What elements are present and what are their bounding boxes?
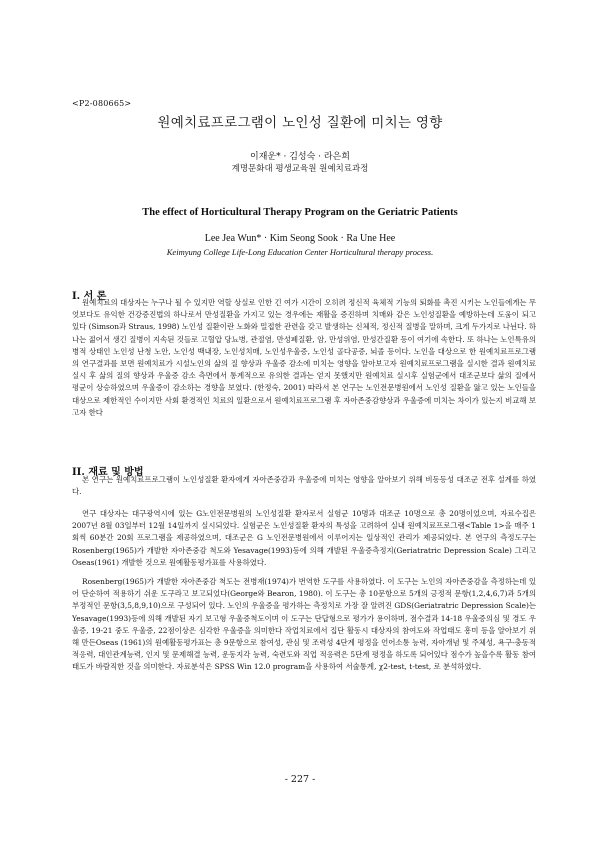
abstract-code: <P2-080665> xyxy=(72,99,132,108)
methods-paragraph-2: 연구 대상자는 대구광역시에 있는 G노인전문병원의 노인성질환 환자로서 실험군 10명과 대조군 10명으로 총 20명이었으며, 자료수집은 2007년 8월 03일부터 12월 14일까지 실시되었다. 실험군은 노인성질환 환자의 특성을 고려하여 실내 원예치료프로그램<Table 1>을 매주 1회씩 60분간 20회 프로그램을 제공하였으며, 대조군은 G 노인전문병원에서 이루어지는 일상적인 관리가 제공되었다. 본 연구의 측정도구는 Rosenberg(1965)가 개발한 자아존중감 척도와 Yesavage(1993)등에 의해 개발된 우울증측정지(Geriatratric Depression Scale) 그리고 Oseas(1961) 개발한 것으로 원예활동평가표를 사용하였다. xyxy=(72,509,536,567)
methods-paragraph-3: Rosenberg(1965)가 개발한 자아존중감 척도는 전병재(1974)가 번역한 도구를 사용하였다. 이 도구는 노인의 자아존중감을 측정하는데 있어 단순하여 적용하기 쉬운 도구라고 보고되었다(George와 Bearon, 1980). 이 도구는 총 10문항으로 5개의 긍정적 문항(1,2,4,6,7)과 5개의 부정적인 문항(3,5,8,9,10)으로 구성되어 있다. 노인의 우울증을 평가하는 측정치로 가장 잘 알려진 GDS(Geriatratric Depression Scale)는 Yesavage(1993)등에 의해 개발된 자기 보고형 우울증척도이며 이 도구는 단답형으로 평가가 용이하며, 점수결과 14-18 우울증의심 및 경도 우울증, 19-21 중도 우울증, 22점이상은 심각한 우울증을 의미한다 작업치료에서 집단 활동시 대상자의 참여도와 작업태도 흥미 등을 알아보기 위해 만든Oseas (1961)의 원예활동평가표는 총 9문항으로 참여성, 관심 및 조력성 4단계 평정을 언어소통 능력, 자아개념 및 주체성, 욕구-충동적 적응력, 대인관계능력, 인지 및 문제해결 능력, 운동지각 능력, 숙련도와 직업 적응력은 5단계 평정을 하도록 되어있다 점수가 높을수록 활동 참여태도가 바람직한 것을 의미한다. 자료분석은 SPSS Win 12.0 program을 사용하여 서술통계, χ2-test, t-test, 로 분석하였다. xyxy=(72,577,536,672)
section-heading-methods: II. 재료 및 방법 xyxy=(72,467,144,478)
methods-body-1 xyxy=(72,474,536,498)
methods-body-3 xyxy=(72,576,536,674)
authors-korean: 이재운* · 김성숙 · 라은희 xyxy=(250,152,350,162)
page-number: - 227 - xyxy=(284,774,316,785)
introduction-paragraph: 원예치료의 대상자는 누구나 될 수 있지만 역할 상실로 인한 긴 여가 시간이 오히려 정신적 육체적 기능의 퇴화를 촉진 시키는 노인들에게는 무엇보다도 유익한 건강증진법의 하나로서 만성질환을 가지고 있는 경우에는 재활을 증진하며 치매와 같은 노인성질환을 예방하는데 도움이 되고 있다 (Simson과 Straus, 1998) 노인성 질환이란 노화와 밀접한 관련을 갖고 발생하는 신체적, 정신적 질병을 말하며, 크게 두가지로 나뉜다. 하나는 젊어서 생긴 질병이 지속된 것들로 고혈압 당뇨병, 관절염, 만성폐질환, 암, 만성위염, 만성간질환 등이 여기에 속한다. 또 하나는 노인특유의 병적 상태인 노인성 난청 노안, 노인성 백내장, 노인성치매, 노인성우울증, 노인성 골다공증, 뇌졸 등이다. 노인을 대상으로 한 원예치료프로그램의 연구결과를 보면 원예치료가 시설노인의 삶의 질 향상과 우울증 감소에 미치는 영향을 알아보고자 원예치료프로그램을 실시한 결과 원예치료 실시 후 삶의 질의 향상과 우울증 감소 측면에서 통계적으로 유의한 결과는 얻지 못했지만 원예치료 실시후 실험군에서 대조군보다 삶의 질에서 평균이 상승하였으며 우울증이 감소하는 경향을 보였다. (한정숙, 2001) 따라서 본 연구는 노인전문병원에서 노인성 질환을 앓고 있는 노인들을 대상으로 제한적인 수이지만 사회 환경적인 치료의 일환으로서 원예치료프로그램 후 자아존중감향상과 우울증에 미치는 차이가 있는지 비교해 보고자 한다 xyxy=(72,298,537,417)
affiliation-english: Keimyung College Life-Long Education Center Horticultural therapy process. xyxy=(166,247,434,257)
authors-english: Lee Jea Wun* · Kim Seong Sook · Ra Une Hee xyxy=(204,233,396,244)
title-korean: 원예치료프로그램이 노인성 질환에 미치는 영향 xyxy=(157,115,443,131)
section-heading-introduction: I. 서 론 xyxy=(72,291,107,302)
methods-paragraph-1: 본 연구는 원예치료프로그램이 노인성질환 환자에게 자아존중감과 우울증에 미치는 영향을 알아보기 위해 비동등성 대조군 전후 설계를 하였다. xyxy=(72,475,536,497)
introduction-body xyxy=(72,297,536,419)
title-english: The effect of Horticultural Therapy Program on the Geriatric Patients xyxy=(142,207,458,218)
affiliation-korean: 계명문화대 평생교육원 원예치료과정 xyxy=(231,164,369,174)
methods-body-2 xyxy=(72,508,536,569)
